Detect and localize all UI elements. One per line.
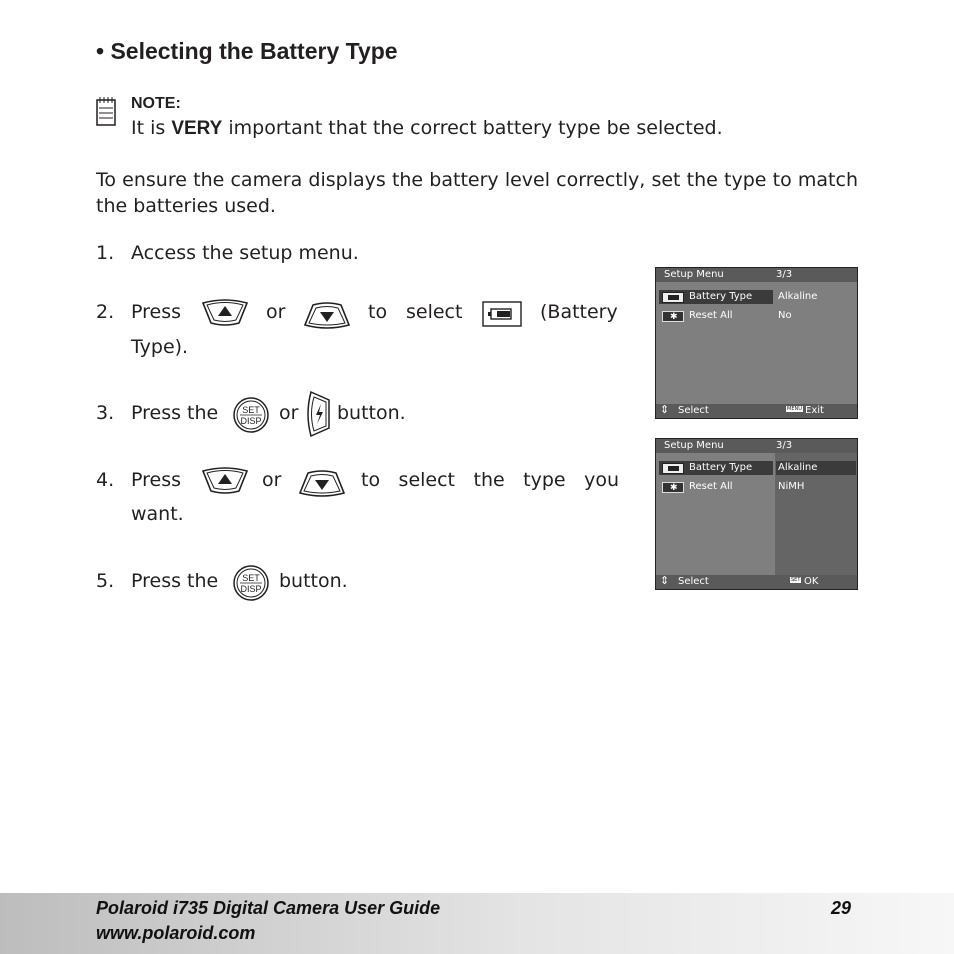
menu-key-icon: MENU: [787, 406, 802, 412]
page-number: 29: [831, 898, 852, 918]
step-2-type: Type).: [131, 336, 189, 358]
step-2-select: select: [406, 301, 463, 323]
note-text-pre: It is: [131, 117, 172, 139]
screen-footer-bar: [656, 575, 857, 589]
battery-type-icon: [482, 301, 522, 327]
step-3-button: button.: [337, 402, 406, 424]
note-icon: [96, 96, 116, 126]
step-2-or: or: [266, 301, 286, 323]
step-1-number: 1.: [96, 242, 115, 264]
down-arrow-button-icon: [303, 301, 351, 329]
page-heading: • Selecting the Battery Type: [96, 38, 398, 64]
step-1-text: Access the setup menu.: [131, 242, 359, 264]
step-4-want: want.: [131, 503, 184, 525]
step-4-press: Press: [131, 469, 182, 491]
disp-label: DISP: [240, 416, 262, 426]
footer-title: Polaroid i735 Digital Camera User Guide: [96, 898, 441, 918]
note-label: NOTE:: [131, 95, 181, 112]
page-footer: [0, 893, 954, 954]
up-down-arrows-icon: ⇕: [660, 574, 670, 587]
reset-icon: ✱: [662, 482, 684, 493]
screen-title: Setup Menu: [664, 440, 724, 451]
screen-page: 3/3: [776, 269, 793, 280]
step-5-press: Press the: [131, 570, 219, 592]
battery-icon: [662, 292, 684, 303]
footer-exit: Exit: [805, 405, 824, 416]
step-3-or: or: [279, 402, 299, 424]
menu-item-battery-type: Battery Type: [689, 291, 753, 302]
step-4-rest: to select the type you: [361, 469, 619, 491]
menu-item-reset-all: Reset All: [689, 481, 733, 492]
step-4-or: or: [262, 469, 282, 491]
footer-select: Select: [678, 576, 709, 587]
camera-screen-battery-options: [655, 438, 858, 590]
step-2-battery: (Battery: [540, 301, 618, 323]
step-2-press: Press: [131, 301, 182, 323]
set-disp-button-icon: [233, 397, 269, 433]
note-text: [131, 117, 723, 140]
screen-title: Setup Menu: [664, 269, 724, 280]
option-nimh: NiMH: [778, 481, 805, 492]
note-text-bold: VERY: [171, 118, 223, 139]
step-5-button: button.: [279, 570, 348, 592]
step-3-press: Press the: [131, 402, 219, 424]
footer-url: www.polaroid.com: [96, 923, 256, 943]
camera-screen-setup-menu: [655, 267, 858, 419]
up-down-arrows-icon: ⇕: [660, 403, 670, 416]
set-label: SET: [242, 573, 260, 583]
up-arrow-button-icon: [201, 299, 249, 327]
intro-paragraph: To ensure the camera displays the battery level correctly, set the type to match the batteries used.: [96, 169, 858, 217]
screen-page: 3/3: [776, 440, 793, 451]
step-2-number: 2.: [96, 301, 115, 323]
screen-footer-bar: [656, 404, 857, 418]
flash-button-icon: [305, 390, 331, 438]
screen-title-bar: [656, 268, 857, 282]
reset-icon: ✱: [662, 311, 684, 322]
footer-ok: OK: [804, 576, 819, 587]
menu-value-reset-all: No: [778, 310, 792, 321]
up-arrow-button-icon: [201, 467, 249, 495]
step-3-number: 3.: [96, 402, 115, 424]
down-arrow-button-icon: [298, 469, 346, 497]
step-4-number: 4.: [96, 469, 115, 491]
footer-select: Select: [678, 405, 709, 416]
step-5-number: 5.: [96, 570, 115, 592]
set-label: SET: [242, 405, 260, 415]
step-2-to: to: [368, 301, 388, 323]
option-alkaline: Alkaline: [778, 462, 818, 473]
set-disp-button-icon: [233, 565, 269, 601]
menu-value-battery-type: Alkaline: [778, 291, 818, 302]
note-text-post: important that the correct battery type be selected.: [222, 117, 723, 139]
screen-title-bar: [656, 439, 857, 453]
battery-icon: [662, 463, 684, 474]
menu-item-reset-all: Reset All: [689, 310, 733, 321]
set-key-icon: SET: [791, 577, 801, 583]
disp-label: DISP: [240, 584, 262, 594]
menu-item-battery-type: Battery Type: [689, 462, 753, 473]
